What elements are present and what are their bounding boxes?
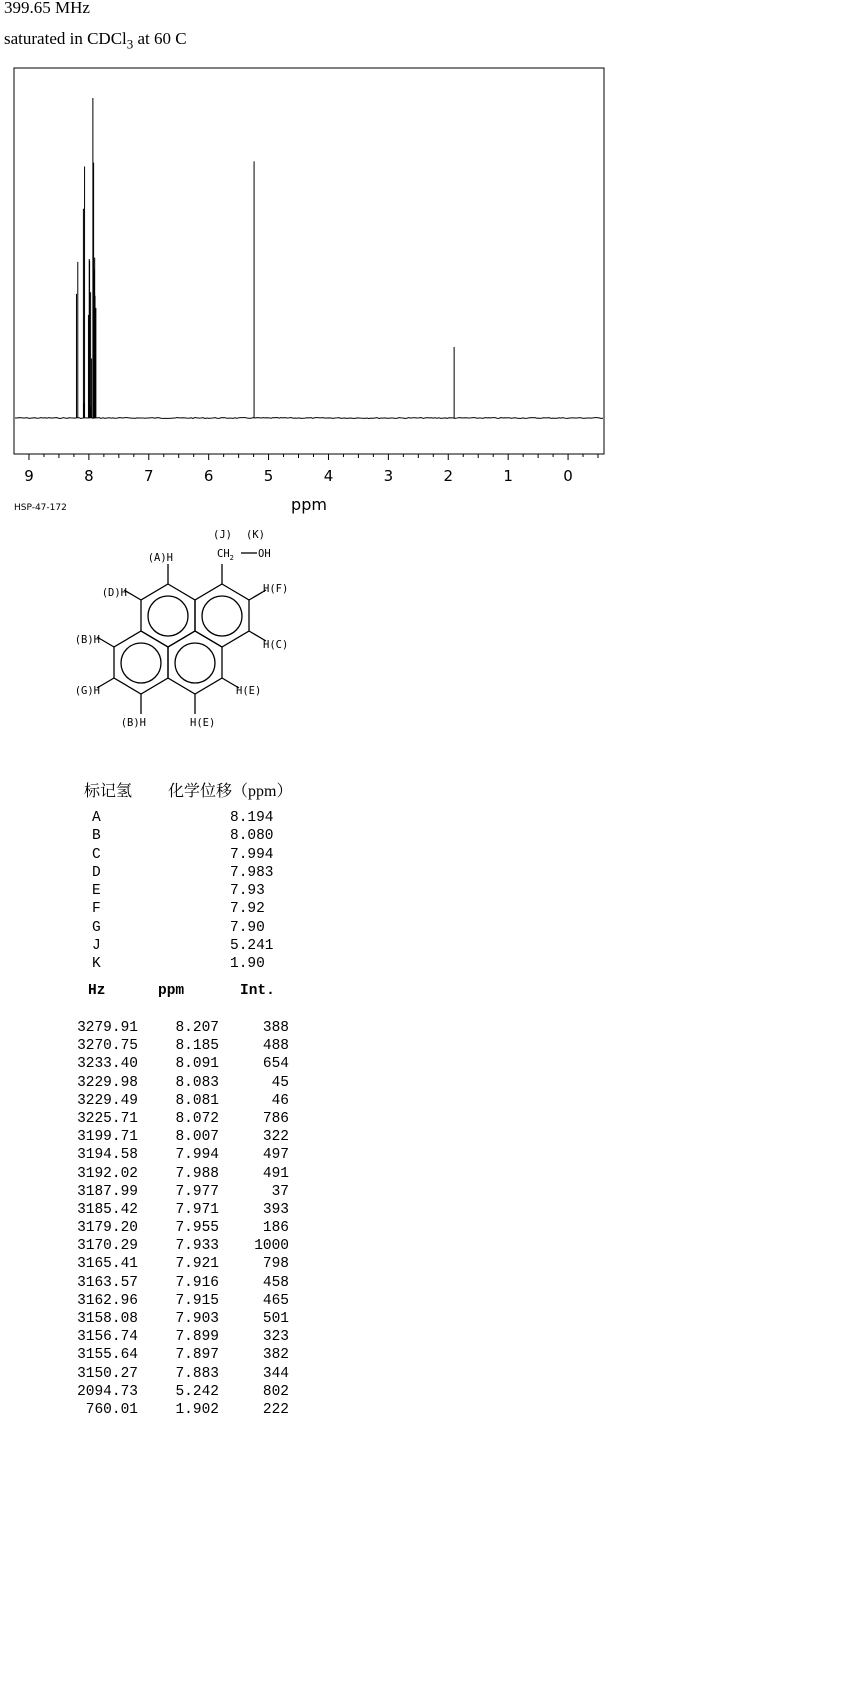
assignment-label: F	[92, 901, 101, 918]
peak-row	[0, 1055, 300, 1073]
peak-row	[0, 1183, 300, 1201]
label-g: (G)H	[74, 685, 100, 697]
peak-int: 186	[262, 1220, 289, 1237]
peak-ppm: 8.007	[175, 1129, 219, 1146]
x-tick-label: 7	[143, 467, 154, 485]
assignment-table	[92, 809, 310, 974]
ring-bottom-center-circle	[175, 643, 215, 683]
assignment-shift: 8.080	[230, 828, 274, 845]
label-e-right: H(E)	[236, 685, 262, 697]
assignment-label: A	[92, 810, 101, 826]
assignment-shift: 7.994	[230, 846, 274, 863]
peak-hz: 3170.29	[77, 1238, 138, 1255]
peak-int: 382	[262, 1347, 289, 1364]
peak-table	[0, 1019, 300, 1419]
ring-top-right-circle	[202, 596, 242, 636]
label-j: (J)	[213, 529, 232, 541]
peak-hz: 3179.20	[77, 1220, 138, 1237]
peak-ppm: 7.915	[175, 1292, 219, 1309]
peak-row	[0, 1201, 300, 1219]
peak-ppm: 8.091	[175, 1056, 219, 1073]
label-a: (A)H	[147, 552, 173, 564]
peak-header-ppm: ppm	[158, 983, 185, 999]
peak-int: 497	[262, 1147, 289, 1164]
spectrum-baseline	[15, 418, 603, 419]
peak-hz: 3225.71	[77, 1110, 138, 1127]
assignment-label: C	[92, 846, 101, 863]
assignment-row	[92, 955, 310, 973]
peak-ppm: 7.955	[175, 1220, 219, 1237]
assignment-label: E	[92, 883, 101, 900]
peak-row	[0, 1128, 300, 1146]
assignment-row	[92, 882, 310, 900]
peak-row	[0, 1365, 300, 1383]
peak-ppm: 8.185	[175, 1038, 219, 1055]
x-axis-ticks	[24, 454, 598, 485]
peak-hz: 3163.57	[77, 1274, 138, 1291]
conditions-suffix: at 60 C	[133, 29, 187, 48]
assignment-header-label: 标记氢	[84, 783, 133, 800]
peak-ppm: 7.994	[175, 1147, 219, 1164]
peak-ppm: 5.242	[175, 1383, 219, 1400]
peak-hz: 3158.08	[77, 1311, 138, 1327]
peak-int: 786	[262, 1110, 289, 1127]
assignment-label: K	[92, 956, 101, 973]
peak-ppm: 7.897	[175, 1347, 219, 1364]
x-tick-label: 1	[503, 467, 513, 485]
assignment-shift: 7.90	[230, 919, 265, 936]
peak-row	[0, 1219, 300, 1237]
peak-row	[0, 1146, 300, 1164]
spectrometer-frequency: 399.65 MHz	[4, 0, 90, 17]
assignment-label: D	[92, 864, 101, 881]
assignment-header-shift: 化学位移（ppm）	[168, 783, 293, 800]
peak-row	[0, 1255, 300, 1273]
peak-int: 222	[262, 1401, 289, 1418]
ring-bottom-left-circle	[121, 643, 161, 683]
peak-row	[0, 1383, 300, 1401]
peak-row	[0, 1019, 300, 1037]
peak-row	[0, 1237, 300, 1255]
assignment-label: G	[92, 919, 101, 936]
peak-ppm: 7.899	[175, 1329, 219, 1346]
peak-int: 45	[271, 1074, 289, 1091]
assignment-row	[92, 937, 310, 955]
peak-hz: 3187.99	[77, 1183, 138, 1200]
peak-row	[0, 1328, 300, 1346]
peak-int: 344	[262, 1365, 289, 1382]
x-tick-label: 8	[84, 467, 94, 485]
peak-int: 323	[262, 1329, 289, 1346]
ring-top-left-circle	[148, 596, 188, 636]
peak-hz: 3229.98	[77, 1074, 138, 1091]
assignment-row	[92, 846, 310, 864]
label-oh: OH	[258, 548, 271, 560]
peak-int: 501	[262, 1311, 289, 1327]
label-b-bottom: (B)H	[120, 717, 146, 729]
conditions-subscript: 3	[126, 36, 134, 52]
peak-row	[0, 1074, 300, 1092]
x-tick-label: 3	[383, 467, 394, 485]
peak-ppm: 1.902	[175, 1401, 219, 1418]
peak-int: 1000	[254, 1238, 289, 1255]
label-ch-sub: 2	[229, 554, 234, 562]
peak-int: 37	[271, 1183, 289, 1200]
peak-int: 393	[262, 1201, 289, 1218]
assignment-row	[92, 864, 310, 882]
peak-ppm: 8.072	[175, 1110, 219, 1127]
peak-hz: 3229.49	[77, 1092, 138, 1109]
peak-hz: 760.01	[85, 1401, 138, 1418]
sample-id: HSP-47-172	[14, 503, 67, 513]
peak-ppm: 7.933	[175, 1238, 219, 1255]
label-f: H(F)	[263, 583, 289, 595]
ring-top-right	[195, 584, 249, 647]
peak-ppm: 8.207	[175, 1020, 219, 1036]
assignment-shift: 7.983	[230, 864, 274, 881]
peak-int: 488	[262, 1038, 289, 1055]
molecule-structure	[40, 518, 340, 758]
peak-row	[0, 1092, 300, 1110]
peak-hz: 3270.75	[77, 1038, 138, 1055]
spectrum-peaks	[76, 98, 454, 418]
peak-hz: 3155.64	[77, 1347, 138, 1364]
label-c: H(C)	[263, 639, 289, 651]
peak-ppm: 8.083	[175, 1074, 219, 1091]
plot-frame	[14, 68, 604, 454]
assignment-shift: 5.241	[230, 938, 274, 955]
x-tick-label: 0	[563, 467, 573, 485]
nmr-spectrum-chart	[0, 0, 850, 520]
peak-hz: 3279.91	[77, 1020, 138, 1036]
peak-hz: 2094.73	[77, 1383, 138, 1400]
label-k: (K)	[246, 529, 265, 541]
peak-hz: 3199.71	[77, 1129, 138, 1146]
peak-int: 388	[262, 1020, 289, 1036]
peak-hz: 3150.27	[77, 1365, 138, 1382]
peak-row	[0, 1274, 300, 1292]
assignment-shift: 7.92	[230, 901, 265, 918]
peak-int: 654	[262, 1056, 289, 1073]
x-tick-label: 2	[443, 467, 454, 485]
label-ch	[217, 548, 234, 562]
peak-int: 802	[262, 1383, 289, 1400]
peak-ppm: 7.903	[175, 1311, 219, 1327]
peak-ppm: 7.916	[175, 1274, 219, 1291]
ring-top-left	[141, 584, 195, 647]
peak-ppm: 7.988	[175, 1165, 219, 1182]
x-tick-label: 4	[323, 467, 334, 485]
assignment-shift: 7.93	[230, 883, 265, 900]
peak-row	[0, 1037, 300, 1055]
x-axis-label: ppm	[291, 495, 327, 514]
assignment-label: J	[92, 938, 101, 955]
ring-bottom-left	[114, 631, 168, 694]
peak-hz: 3194.58	[77, 1147, 138, 1164]
ring-bottom-center	[168, 631, 222, 694]
assignment-row	[92, 900, 310, 918]
x-tick-label: 6	[203, 467, 214, 485]
conditions-prefix: saturated in CDCl	[4, 29, 127, 48]
x-tick-label: 9	[24, 467, 34, 485]
peak-ppm: 8.081	[175, 1092, 219, 1109]
assignment-header	[84, 778, 292, 801]
label-d: (D)H	[101, 587, 127, 599]
assignment-row	[92, 919, 310, 937]
peak-int: 458	[262, 1274, 289, 1291]
peak-int: 46	[271, 1092, 289, 1109]
peak-int: 798	[262, 1256, 289, 1273]
assignment-shift: 8.194	[230, 810, 274, 826]
assignment-row	[92, 827, 310, 845]
peak-row	[0, 1310, 300, 1328]
label-ch-text: CH	[217, 548, 230, 560]
label-e-bottom: H(E)	[190, 717, 216, 729]
peak-ppm: 7.883	[175, 1365, 219, 1382]
x-tick-label: 5	[263, 467, 274, 485]
peak-ppm: 7.921	[175, 1256, 219, 1273]
peak-row	[0, 1165, 300, 1183]
peak-int: 491	[262, 1165, 289, 1182]
peak-int: 465	[262, 1292, 289, 1309]
peak-header-hz: Hz	[88, 983, 106, 999]
label-b-top: (B)H	[74, 634, 100, 646]
peak-row	[0, 1110, 300, 1128]
peak-hz: 3156.74	[77, 1329, 138, 1346]
peak-hz: 3185.42	[77, 1201, 138, 1218]
assignment-row	[92, 809, 310, 827]
assignment-shift: 1.90	[230, 956, 265, 973]
peak-ppm: 7.971	[175, 1201, 219, 1218]
peak-hz: 3192.02	[77, 1165, 138, 1182]
peak-ppm: 7.977	[175, 1183, 219, 1200]
peak-int: 322	[262, 1129, 289, 1146]
peak-hz: 3165.41	[77, 1256, 138, 1273]
peak-hz: 3233.40	[77, 1056, 138, 1073]
peak-hz: 3162.96	[77, 1292, 138, 1309]
peak-row	[0, 1292, 300, 1310]
peak-row	[0, 1401, 300, 1419]
peak-header-int: Int.	[240, 983, 275, 999]
peak-row	[0, 1346, 300, 1364]
assignment-label: B	[92, 828, 101, 845]
